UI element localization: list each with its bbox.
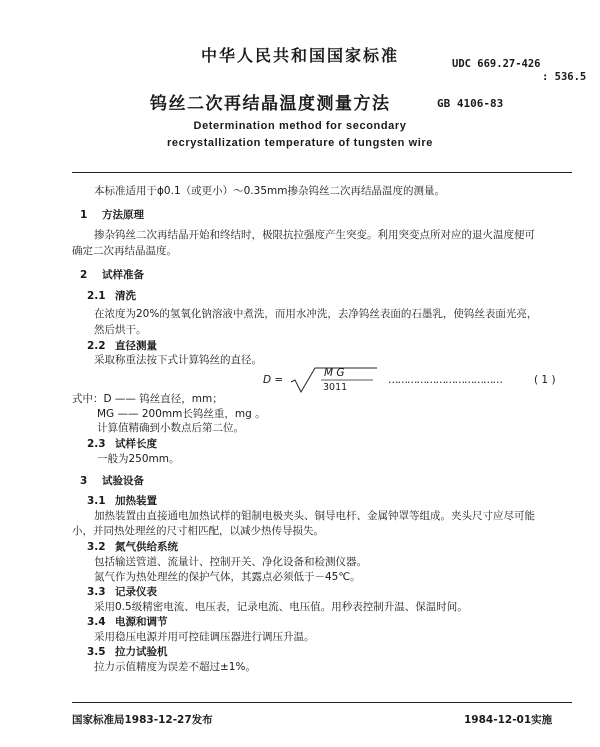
standard-title: 中华人民共和国国家标准: [200, 46, 399, 65]
subsection-2-2-title: 直径测量: [115, 340, 157, 352]
section-1-heading: [80, 208, 144, 222]
subsection-3-5-number: 3.5: [87, 646, 106, 658]
formula-number: ( 1 ): [534, 374, 556, 386]
subsection-3-4-title: 电源和调节: [115, 616, 168, 628]
intro-paragraph: 本标准适用于ϕ0.1（或更小）～0.35mm掺杂钨丝二次再结晶温度的测量。: [94, 185, 445, 197]
subsection-2-1-text-line-1: 在浓度为20%的氢氧化钠溶液中煮洗，而用水冲洗，去净钨丝表面的石墨乳，使钨丝表面光亮，: [94, 308, 538, 320]
subsection-3-3-heading: [87, 585, 157, 599]
formula-denominator: 3011: [323, 382, 348, 393]
section-2-title: 试样准备: [102, 269, 144, 281]
section-3-heading: [80, 474, 144, 488]
where-line-3: 计算值精确到小数点后第二位。: [97, 422, 244, 434]
subsection-3-4-heading: [87, 615, 168, 629]
title-chinese: 钨丝二次再结晶温度测量方法: [150, 94, 391, 114]
subsection-2-3-title: 试样长度: [115, 438, 157, 450]
subsection-2-2-number: 2.2: [87, 340, 106, 352]
udc-code: [452, 58, 586, 84]
subsection-3-1-text-line-1: 加热装置由直接通电加热试样的钼制电极夹头、铜导电杆、金属钟罩等组成。夹头尺寸应尽可能: [94, 510, 535, 522]
issue-date: 国家标准局1983-12-27发布: [72, 714, 213, 726]
subsection-3-3-number: 3.3: [87, 586, 106, 598]
where-line-1: 式中：D —— 钨丝直径，mm；: [72, 393, 223, 405]
subsection-3-2-heading: [87, 540, 178, 554]
subsection-2-2-text: 采取称重法按下式计算钨丝的直径。: [94, 354, 262, 366]
section-1-text-line-2: 确定二次再结晶温度。: [72, 245, 177, 257]
title-english: [0, 118, 600, 152]
section-2-number: 2: [80, 269, 88, 281]
subsection-2-1-number: 2.1: [87, 290, 106, 302]
formula-numerator: M G: [324, 367, 345, 379]
udc-line-1: UDC 669.27-426: [452, 58, 541, 70]
subsection-3-1-number: 3.1: [87, 495, 106, 507]
effective-date: 1984-12-01实施: [464, 714, 553, 726]
footer-divider: [72, 702, 572, 703]
section-2-heading: [80, 268, 144, 282]
where-line-2: MG —— 200mm长钨丝重，mg 。: [97, 408, 266, 420]
subsection-3-3-text: 采用0.5级精密电流、电压表，记录电流、电压值。用秒表控制升温、保温时间。: [94, 601, 468, 613]
formula-leader-dots: ………………………………: [388, 374, 502, 386]
section-1-number: 1: [80, 209, 88, 221]
title-english-line-1: Determination method for secondary: [193, 120, 407, 132]
subsection-2-2-heading: [87, 339, 157, 353]
subsection-3-2-title: 氮气供给系统: [115, 541, 178, 553]
udc-line-2: : 536.5: [542, 71, 587, 83]
gb-number: GB 4106-83: [437, 97, 504, 110]
subsection-3-2-text-line-1: 包括输送管道、流量计、控制开关、净化设备和检测仪器。: [94, 556, 367, 568]
section-3-number: 3: [80, 475, 88, 487]
subsection-3-4-text: 采用稳压电源并用可控硅调压器进行调压升温。: [94, 631, 315, 643]
subsection-3-1-title: 加热装置: [115, 495, 157, 507]
subsection-3-3-title: 记录仪表: [115, 586, 157, 598]
section-3-title: 试验设备: [102, 475, 144, 487]
subsection-2-1-title: 清洗: [115, 290, 136, 302]
subsection-2-3-text: 一般为250mm。: [97, 453, 180, 465]
subsection-3-5-text: 拉力示值精度为误差不超过±1%。: [94, 661, 256, 673]
subsection-3-1-text-line-2: 小，并同热处理丝的尺寸相匹配，以减少热传导损失。: [72, 525, 324, 537]
subsection-3-5-title: 拉力试验机: [115, 646, 168, 658]
subsection-2-1-heading: [87, 289, 136, 303]
section-1-text-line-1: 掺杂钨丝二次再结晶开始和终结时，极限抗拉强度产生突变。利用突变点所对应的退火温度便可: [94, 229, 535, 241]
formula-lhs: D =: [263, 374, 284, 386]
section-1-title: 方法原理: [102, 209, 144, 221]
header-divider: [72, 172, 572, 173]
title-english-line-2: recrystallization temperature of tungsten wire: [167, 137, 433, 149]
subsection-3-1-heading: [87, 494, 157, 508]
subsection-2-1-text-line-2: 然后烘干。: [94, 324, 147, 336]
subsection-3-2-number: 3.2: [87, 541, 106, 553]
subsection-2-3-number: 2.3: [87, 438, 106, 450]
subsection-2-3-heading: [87, 437, 157, 451]
subsection-3-4-number: 3.4: [87, 616, 106, 628]
subsection-3-2-text-line-2: 氮气作为热处理丝的保护气体，其露点必须低于－45℃。: [94, 571, 361, 583]
subsection-3-5-heading: [87, 645, 168, 659]
